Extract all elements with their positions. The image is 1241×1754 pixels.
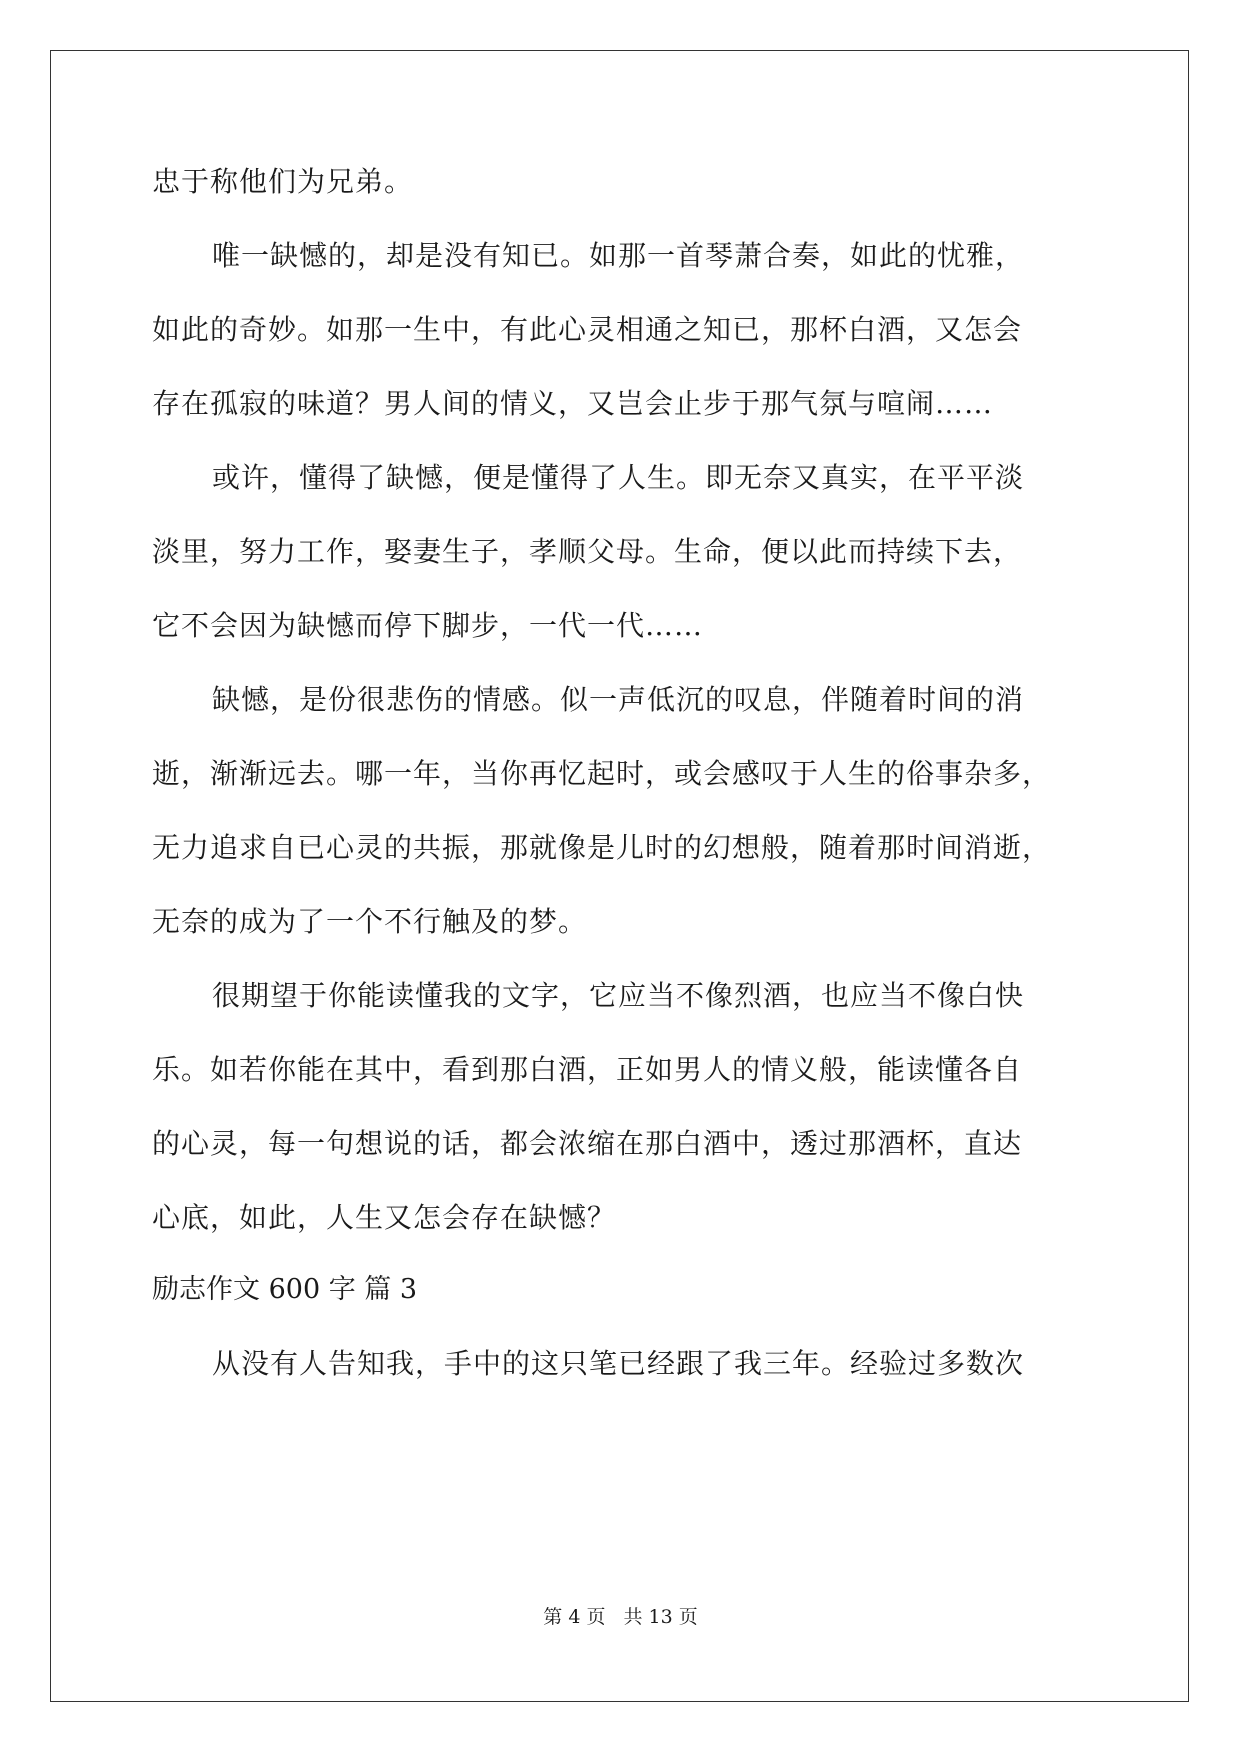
paragraph-line: 忠于称他们为兄弟。 <box>152 165 414 198</box>
paragraph-line: 无力追求自已心灵的共振，那就像是儿时的幻想般，随着那时间消逝， <box>152 831 1052 864</box>
section-heading: 励志作文 600 字 篇 3 <box>152 1274 418 1305</box>
paragraph-line: 它不会因为缺憾而停下脚步，一代一代…… <box>152 609 704 642</box>
page-border <box>50 50 1189 1702</box>
paragraph-line: 或许，懂得了缺憾，便是懂得了人生。即无奈又真实，在平平淡 <box>212 461 1025 494</box>
paragraph-line: 心底，如此，人生又怎会存在缺憾？ <box>152 1201 617 1234</box>
paragraph-line: 从没有人告知我，手中的这只笔已经跟了我三年。经验过多数次 <box>212 1347 1025 1380</box>
paragraph-line: 缺憾，是份很悲伤的情感。似一声低沉的叹息，伴随着时间的消 <box>212 683 1025 716</box>
paragraph-line: 逝，渐渐远去。哪一年，当你再忆起时，或会感叹于人生的俗事杂多， <box>152 757 1052 790</box>
page-footer <box>0 1604 1241 1630</box>
paragraph-line: 很期望于你能读懂我的文字，它应当不像烈酒，也应当不像白快 <box>212 979 1025 1012</box>
paragraph-line: 如此的奇妙。如那一生中，有此心灵相通之知已，那杯白酒，又怎会 <box>152 313 1023 346</box>
paragraph-line: 无奈的成为了一个不行触及的梦。 <box>152 905 588 938</box>
paragraph-line: 存在孤寂的味道？男人间的情义，又岂会止步于那气氛与喧闹…… <box>152 387 994 420</box>
paragraph-line: 乐。如若你能在其中，看到那白酒，正如男人的情义般，能读懂各自 <box>152 1053 1023 1086</box>
paragraph-line: 唯一缺憾的，却是没有知已。如那一首琴萧合奏，如此的忧雅， <box>212 239 1025 272</box>
page-number: 第 4 页 <box>543 1606 606 1628</box>
page-total: 共 13 页 <box>623 1606 698 1628</box>
paragraph-line: 淡里，努力工作，娶妻生子，孝顺父母。生命，便以此而持续下去， <box>152 535 1023 568</box>
paragraph-line: 的心灵，每一句想说的话，都会浓缩在那白酒中，透过那酒杯，直达 <box>152 1127 1023 1160</box>
